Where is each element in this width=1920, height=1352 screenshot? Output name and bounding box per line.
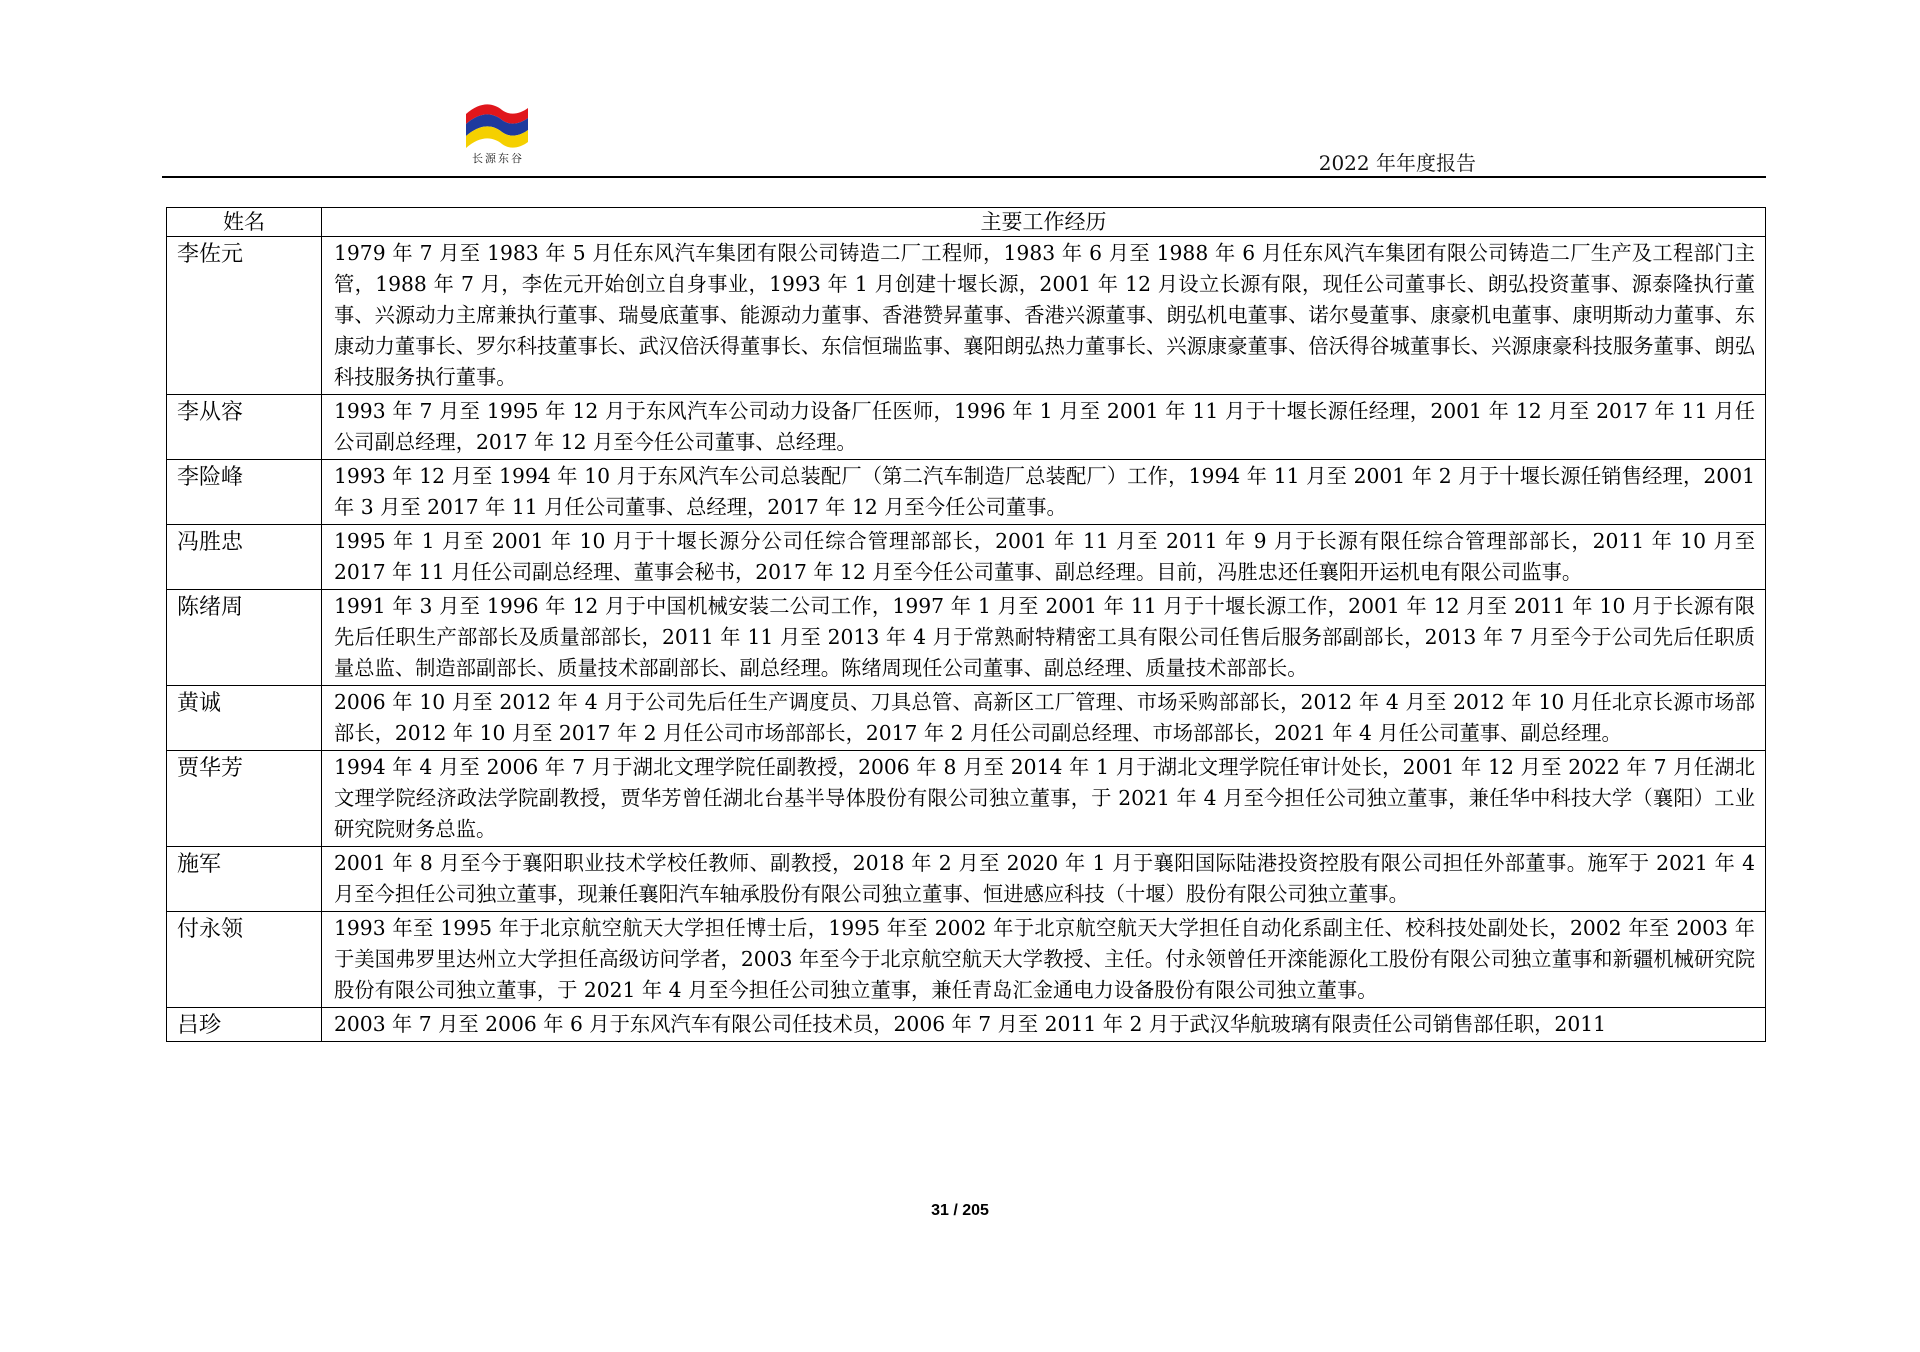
- person-name: 施军: [167, 847, 322, 912]
- work-experience: 2006 年 10 月至 2012 年 4 月于公司先后任生产调度员、刀具总管、高新区工厂管理、市场采购部部长，2012 年 4 月至 2012 年 10 月任北京长源市场部部长，2012 年 10 月至 2017 年 2 月任公司市场部部长，2017 年 2 月任公司副总经理、市场部部长，2021 年 4 月任公司董事、副总经理。: [322, 686, 1766, 751]
- table-row: [167, 847, 1766, 912]
- person-name: 李从容: [167, 395, 322, 460]
- table-row: [167, 460, 1766, 525]
- table-row: [167, 237, 1766, 395]
- table-row: [167, 395, 1766, 460]
- table-row: [167, 590, 1766, 686]
- table-row: [167, 912, 1766, 1008]
- director-bio-table: [166, 207, 1766, 1042]
- person-name: 冯胜忠: [167, 525, 322, 590]
- work-experience: 2003 年 7 月至 2006 年 6 月于东风汽车有限公司任技术员，2006 年 7 月至 2011 年 2 月于武汉华航玻璃有限责任公司销售部任职，2011: [322, 1008, 1766, 1042]
- table-header-row: [167, 208, 1766, 237]
- person-name: 贾华芳: [167, 751, 322, 847]
- work-experience: 1979 年 7 月至 1983 年 5 月任东风汽车集团有限公司铸造二厂工程师，1983 年 6 月至 1988 年 6 月任东风汽车集团有限公司铸造二厂生产及工程部门主管，1988 年 7 月，李佐元开始创立自身事业，1993 年 1 月创建十堰长源，2001 年 12 月设立长源有限，现任公司董事长、朗弘投资董事、源泰隆执行董事、兴源动力主席兼执行董事、瑞曼底董事、能源动力董事、香港赞昇董事、香港兴源董事、朗弘机电董事、诺尔曼董事、康豪机电董事、康明斯动力董事、东康动力董事长、罗尔科技董事长、武汉倍沃得董事长、东信恒瑞监事、襄阳朗弘热力董事长、兴源康豪董事、倍沃得谷城董事长、兴源康豪科技服务董事、朗弘科技服务执行董事。: [322, 237, 1766, 395]
- person-name: 李险峰: [167, 460, 322, 525]
- column-header-experience: 主要工作经历: [322, 208, 1766, 237]
- work-experience: 1993 年 7 月至 1995 年 12 月于东风汽车公司动力设备厂任医师，1996 年 1 月至 2001 年 11 月于十堰长源任经理，2001 年 12 月至 2017 年 11 月任公司副总经理，2017 年 12 月至今任公司董事、总经理。: [322, 395, 1766, 460]
- report-title: 2022 年年度报告: [1318, 151, 1476, 175]
- logo-flag-icon: [458, 100, 538, 152]
- page-header: [162, 100, 1766, 178]
- work-experience: 1993 年 12 月至 1994 年 10 月于东风汽车公司总装配厂（第二汽车制造厂总装配厂）工作，1994 年 11 月至 2001 年 2 月于十堰长源任销售经理，2001 年 3 月至 2017 年 11 月任公司董事、总经理，2017 年 12 月至今任公司董事。: [322, 460, 1766, 525]
- work-experience: 1991 年 3 月至 1996 年 12 月于中国机械安装二公司工作，1997 年 1 月至 2001 年 11 月于十堰长源工作，2001 年 12 月至 2011 年 10 月于长源有限先后任职生产部部长及质量部部长，2011 年 11 月至 2013 年 4 月于常熟耐特精密工具有限公司任售后服务部副部长，2013 年 7 月至今于公司先后任职质量总监、制造部副部长、质量技术部副部长、副总经理。陈绪周现任公司董事、副总经理、质量技术部部长。: [322, 590, 1766, 686]
- work-experience: 1993 年至 1995 年于北京航空航天大学担任博士后，1995 年至 2002 年于北京航空航天大学担任自动化系副主任、校科技处副处长，2002 年至 2003 年于美国弗罗里达州立大学担任高级访问学者，2003 年至今于北京航空航天大学教授、主任。付永领曾任开滦能源化工股份有限公司独立董事和新疆机械研究院股份有限公司独立董事，于 2021 年 4 月至今担任公司独立董事，兼任青岛汇金通电力设备股份有限公司独立董事。: [322, 912, 1766, 1008]
- column-header-name: 姓名: [167, 208, 322, 237]
- work-experience: 2001 年 8 月至今于襄阳职业技术学校任教师、副教授，2018 年 2 月至 2020 年 1 月于襄阳国际陆港投资控股有限公司担任外部董事。施军于 2021 年 4 月至今担任公司独立董事，现兼任襄阳汽车轴承股份有限公司独立董事、恒进感应科技（十堰）股份有限公司独立董事。: [322, 847, 1766, 912]
- table-row: [167, 686, 1766, 751]
- work-experience: 1995 年 1 月至 2001 年 10 月于十堰长源分公司任综合管理部部长，2001 年 11 月至 2011 年 9 月于长源有限任综合管理部部长，2011 年 10 月至 2017 年 11 月任公司副总经理、董事会秘书，2017 年 12 月至今任公司董事、副总经理。目前，冯胜忠还任襄阳开运机电有限公司监事。: [322, 525, 1766, 590]
- person-name: 李佐元: [167, 237, 322, 395]
- table-row: [167, 751, 1766, 847]
- work-experience: 1994 年 4 月至 2006 年 7 月于湖北文理学院任副教授，2006 年 8 月至 2014 年 1 月于湖北文理学院任审计处长，2001 年 12 月至 2022 年 7 月任湖北文理学院经济政法学院副教授，贾华芳曾任湖北台基半导体股份有限公司独立董事，于 2021 年 4 月至今担任公司独立董事，兼任华中科技大学（襄阳）工业研究院财务总监。: [322, 751, 1766, 847]
- table-row: [167, 525, 1766, 590]
- table-row: [167, 1008, 1766, 1042]
- company-logo: [458, 100, 538, 172]
- person-name: 吕珍: [167, 1008, 322, 1042]
- person-name: 付永领: [167, 912, 322, 1008]
- person-name: 陈绪周: [167, 590, 322, 686]
- page-number: 31 / 205: [931, 1202, 989, 1219]
- person-name: 黄诚: [167, 686, 322, 751]
- logo-text: 长源东谷: [472, 152, 524, 165]
